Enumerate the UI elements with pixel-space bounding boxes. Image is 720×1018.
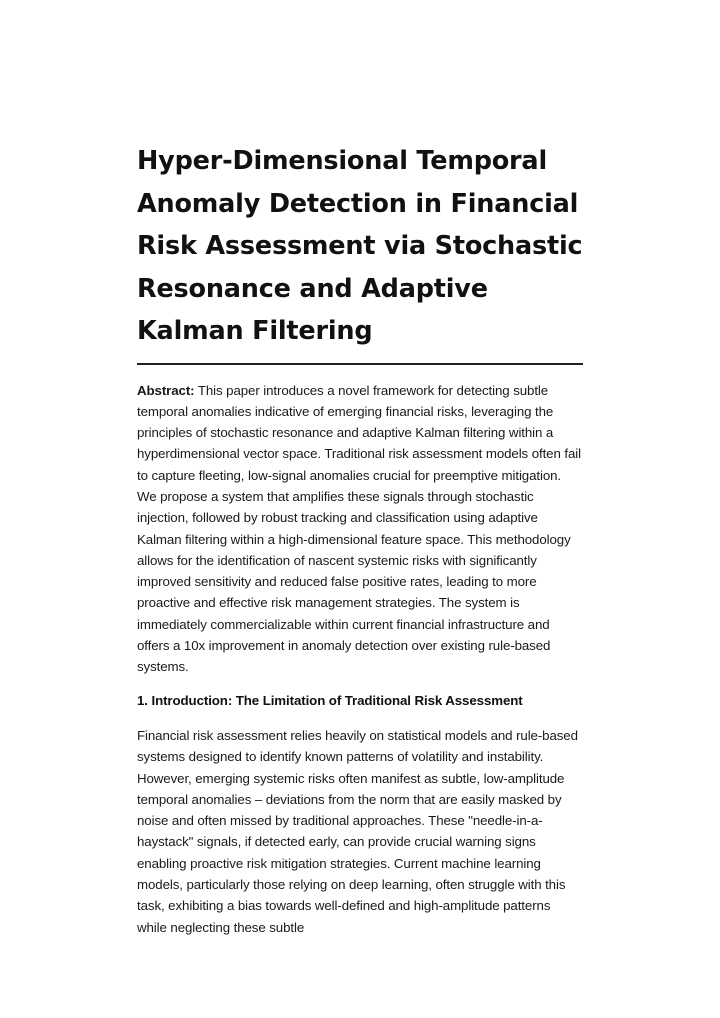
paper-page [137, 140, 583, 938]
title-divider [137, 363, 583, 365]
abstract-paragraph [137, 380, 583, 678]
abstract-text: This paper introduces a novel framework for detecting subtle temporal anomalies indicative of emerging financial risks, leveraging the principles of stochastic resonance and adaptive Kalman filtering within a hyperdimensional vector space. Traditional risk assessment models often fail to capture fleeting, low-signal anomalies crucial for preemptive mitigation. We propose a system that amplifies these signals through stochastic injection, followed by robust tracking and classification using adaptive Kalman filtering within a high-dimensional feature space. This methodology allows for the identification of nascent systemic risks with significantly improved sensitivity and reduced false positive rates, leading to more proactive and effective risk management strategies. The system is immediately commercializable within current financial infrastructure and offers a 10x improvement in anomaly detection over existing rule-based systems. [137, 382, 581, 675]
paper-title: Hyper-Dimensional Temporal Anomaly Detection in Financial Risk Assessment via Stochastic Resonance and Adaptive Kalman Filtering [137, 146, 583, 346]
introduction-paragraph: Financial risk assessment relies heavily on statistical models and rule-based systems designed to identify known patterns of volatility and instability. However, emerging systemic risks often manifest as subtle, low-amplitude temporal anomalies – deviations from the norm that are easily masked by noise and often missed by traditional approaches. These "needle-in-a-haystack" signals, if detected early, can provide crucial warning signs enabling proactive risk mitigation strategies. Current machine learning models, particularly those relying on deep learning, often struggle with this task, exhibiting a bias towards well-defined and high-amplitude patterns while neglecting these subtle [137, 727, 578, 935]
section-heading-introduction: 1. Introduction: The Limitation of Traditional Risk Assessment [137, 692, 523, 708]
abstract-label: Abstract: [137, 382, 195, 398]
